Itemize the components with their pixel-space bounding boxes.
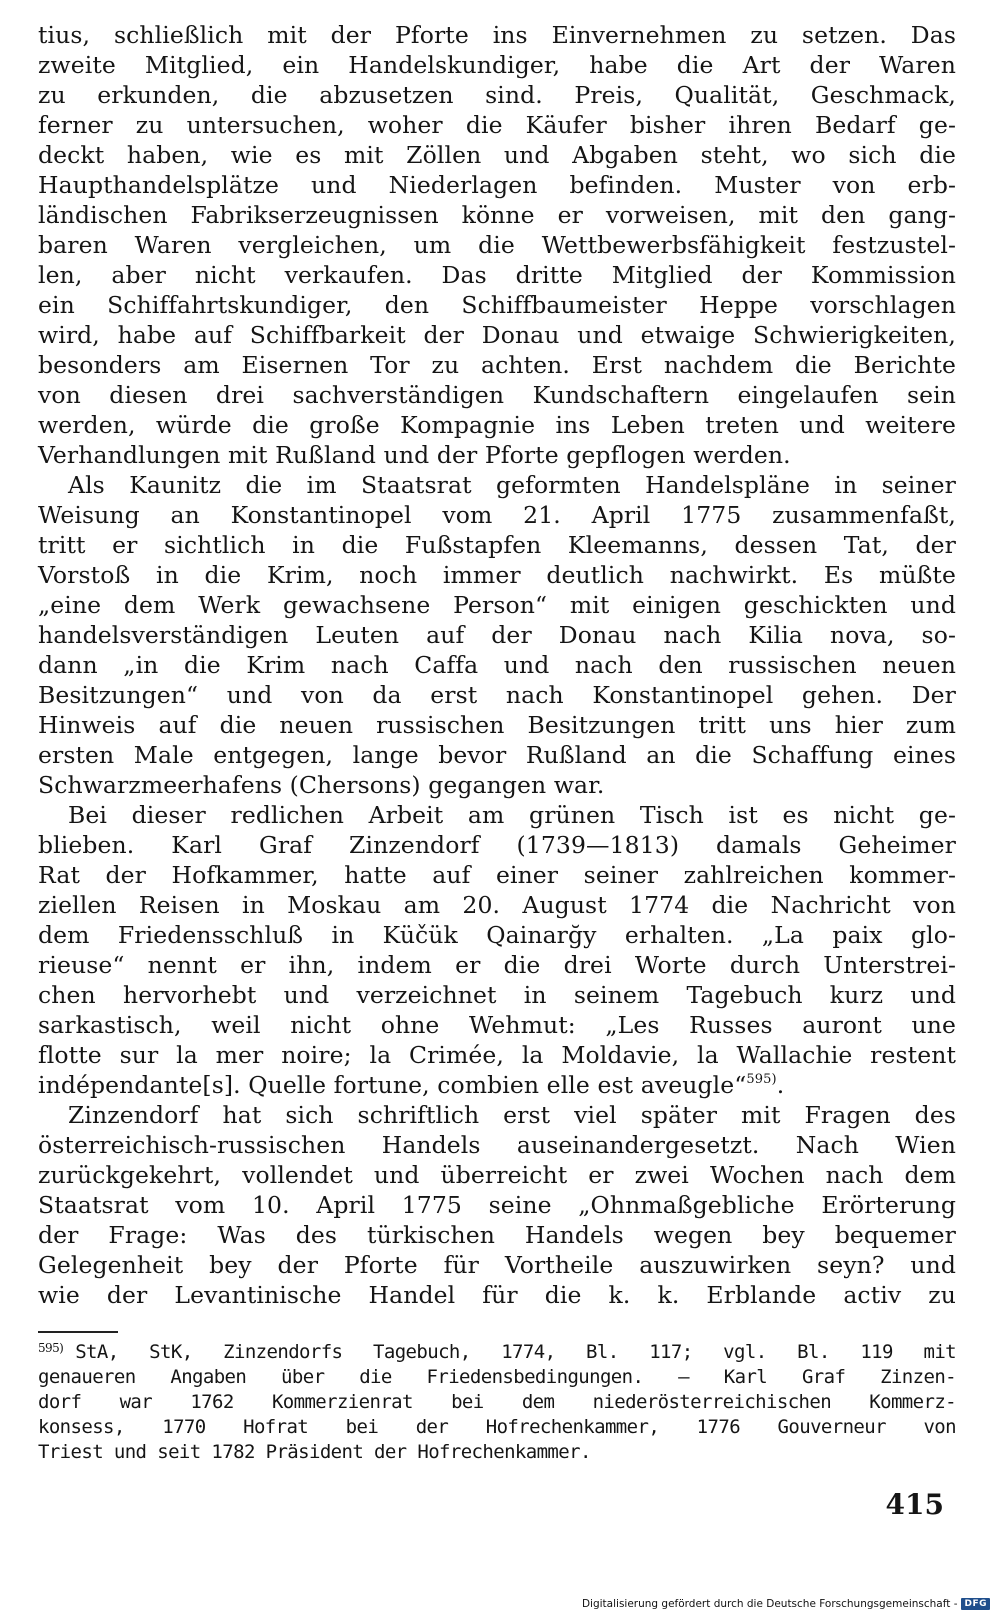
text-line: ein Schiffahrtskundiger, den Schiffbaumeister Heppe vorschlagen [38,291,956,319]
text-line: Schwarzmeerhafens (Chersons) gegangen war. [38,771,605,799]
text-line: sarkastisch, weil nicht ohne Wehmut: „Les Russes auront une [38,1011,956,1039]
footnote-line: konsess, 1770 Hofrat bei der Hofrechenkammer, 1776 Gouverneur von [38,1416,956,1438]
text-line: besonders am Eisernen Tor zu achten. Erst nachdem die Berichte [38,351,956,379]
text-line: zu erkunden, die abzusetzen sind. Preis, Qualität, Geschmack, [38,81,956,109]
footnote-line: dorf war 1762 Kommerzienrat bei dem niederösterreichischen Kommerz- [38,1391,956,1413]
footnote-text: StA, StK, Zinzendorfs Tagebuch, 1774, Bl. 117; vgl. Bl. 119 mit [75,1341,956,1363]
paragraph-start: Als Kaunitz die im Staatsrat geformten Handelspläne in seiner [68,471,956,499]
text-line-content: indépendante[s]. Quelle fortune, combien elle est aveugle“ [38,1071,747,1099]
text-line: Haupthandelsplätze und Niederlagen befinden. Muster von erb- [38,171,956,199]
text-line: flotte sur la mer noire; la Crimée, la Moldavie, la Wallachie restent [38,1041,956,1069]
footnote-reference[interactable]: 595) [746,1072,777,1087]
footnote-line [38,1340,956,1365]
text-line: rieuse“ nennt er ihn, indem er die drei Worte durch Unterstrei- [38,951,956,979]
dfg-logo: DFG [961,1598,990,1610]
text-line: handelsverständigen Leuten auf der Donau nach Kilia nova, so- [38,621,956,649]
text-line: wie der Levantinische Handel für die k. k. Erblande activ zu [38,1281,956,1309]
text-line: „eine dem Werk gewachsene Person“ mit einigen geschickten und [38,591,956,619]
text-line: zurückgekehrt, vollendet und überreicht er zwei Wochen nach dem [38,1161,956,1189]
text-line: chen hervorhebt und verzeichnet in seinem Tagebuch kurz und [38,981,956,1009]
text-line: Staatsrat vom 10. April 1775 seine „Ohnmaßgebliche Erörterung [38,1191,956,1219]
footer-text: Digitalisierung gefördert durch die Deutsche Forschungsgemeinschaft - [581,1598,958,1610]
footnote-marker: 595) [38,1341,64,1355]
digitization-footer [582,1596,990,1612]
text-line: blieben. Karl Graf Zinzendorf (1739—1813) damals Geheimer [38,831,956,859]
text-line: ersten Male entgegen, lange bevor Rußland an die Schaffung eines [38,741,956,769]
text-line: Verhandlungen mit Rußland und der Pforte gepflogen werden. [38,441,791,469]
footnote-line: genaueren Angaben über die Friedensbedingungen. — Karl Graf Zinzen- [38,1366,956,1388]
footnote-block [38,1340,956,1465]
text-line-with-footnote-ref [38,1070,956,1100]
paragraph-start: Zinzendorf hat sich schriftlich erst viel später mit Fragen des [68,1101,956,1129]
text-line: werden, würde die große Kompagnie ins Leben treten und weitere [38,411,956,439]
text-line: dem Friedensschluß in Küčük Qainarğy erhalten. „La paix glo- [38,921,956,949]
text-line: Rat der Hofkammer, hatte auf einer seiner zahlreichen kommer- [38,861,956,889]
footnote-divider [38,1331,118,1333]
text-line: tritt er sichtlich in die Fußstapfen Kleemanns, dessen Tat, der [38,531,956,559]
line-tail: . [776,1071,785,1099]
text-line: deckt haben, wie es mit Zöllen und Abgaben steht, wo sich die [38,141,956,169]
paragraph-start: Bei dieser redlichen Arbeit am grünen Tisch ist es nicht ge- [68,801,956,829]
text-line: baren Waren vergleichen, um die Wettbewerbsfähigkeit festzustel- [38,231,956,259]
text-line: Vorstoß in die Krim, noch immer deutlich nachwirkt. Es müßte [38,561,956,589]
main-text [38,20,956,1310]
text-line: ländischen Fabrikserzeugnissen könne er vorweisen, mit den gang- [38,201,956,229]
text-line: österreichisch-russischen Handels auseinandergesetzt. Nach Wien [38,1131,956,1159]
text-line: tius, schließlich mit der Pforte ins Einvernehmen zu setzen. Das [38,21,956,49]
text-line: zweite Mitglied, ein Handelskundiger, habe die Art der Waren [38,51,956,79]
text-line: von diesen drei sachverständigen Kundschaftern eingelaufen sein [38,381,956,409]
text-line: Hinweis auf die neuen russischen Besitzungen tritt uns hier zum [38,711,956,739]
footnote-line: Triest und seit 1782 Präsident der Hofrechenkammer. [38,1441,591,1463]
page-number: 415 [885,1488,944,1521]
text-line: dann „in die Krim nach Caffa und nach den russischen neuen [38,651,956,679]
text-line: Besitzungen“ und von da erst nach Konstantinopel gehen. Der [38,681,956,709]
text-line: wird, habe auf Schiffbarkeit der Donau und etwaige Schwierigkeiten, [38,321,956,349]
text-line: ziellen Reisen in Moskau am 20. August 1774 die Nachricht von [38,891,956,919]
text-line: len, aber nicht verkaufen. Das dritte Mitglied der Kommission [38,261,956,289]
text-line: der Frage: Was des türkischen Handels wegen bey bequemer [38,1221,956,1249]
text-line: ferner zu untersuchen, woher die Käufer bisher ihren Bedarf ge- [38,111,956,139]
text-line: Gelegenheit bey der Pforte für Vortheile auszuwirken seyn? und [38,1251,956,1279]
text-line: Weisung an Konstantinopel vom 21. April 1775 zusammenfaßt, [38,501,956,529]
